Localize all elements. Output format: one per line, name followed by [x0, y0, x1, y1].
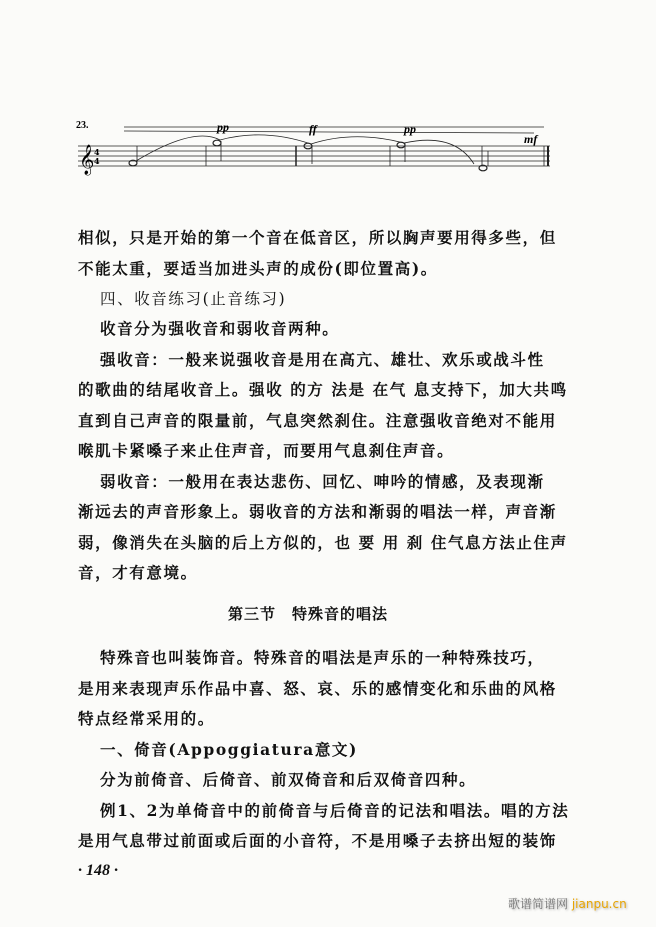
svg-text:𝄞: 𝄞: [79, 145, 95, 175]
section-heading: 第三节 特殊音的唱法: [228, 605, 389, 623]
watermark-en: jianpu.cn: [571, 897, 627, 911]
watermark: [508, 895, 627, 912]
paragraph-line: 是用气息带过前面或后面的小音符，不是用嗓子去挤出短的装饰: [78, 831, 557, 850]
paragraph-line: 不能太重，要适当加进头声的成份(即位置高)。: [78, 259, 438, 278]
page-number: · 148 ·: [78, 862, 118, 879]
paragraph-line: 的歌曲的结尾收音上。强收 的方 法是 在气 息支持下，加大共鸣: [78, 380, 568, 399]
paragraph-line: 相似，只是开始的第一个音在低音区，所以胸声要用得多些，但: [78, 228, 557, 247]
paragraph-line: 弱收音：一般用在表达悲伤、回忆、呻吟的情感，及表现渐: [100, 472, 545, 491]
paragraph-line: 例1、2为单倚音中的前倚音与后倚音的记法和唱法。唱的方法: [100, 801, 570, 820]
svg-text:ff: ff: [309, 122, 317, 136]
watermark-cn: 歌谱简谱网: [508, 897, 572, 911]
svg-text:mf: mf: [524, 132, 538, 146]
svg-text:23.: 23.: [76, 120, 89, 131]
paragraph-line: 弱，像消失在头脑的后上方似的，也 要 用 刹 住气息方法止住声: [78, 533, 568, 552]
music-score-example-23: [74, 116, 554, 186]
paragraph-line: 是用来表现声乐作品中喜、怒、哀、乐的感情变化和乐曲的风格: [78, 679, 557, 698]
subheading-appoggiatura: 一、倚音(Appoggiatura意文): [100, 740, 358, 759]
svg-text:pp: pp: [217, 120, 229, 134]
svg-text:4: 4: [94, 156, 100, 166]
paragraph-line: 音，才有意境。: [78, 563, 198, 582]
paragraph-line: 直到自己声音的限量前，气息突然刹住。注意强收音绝对不能用: [78, 411, 557, 430]
subheading-ending-practice: 四、收音练习(止音练习): [100, 290, 287, 308]
paragraph-line: 渐远去的声音形象上。弱收音的方法和渐弱的唱法一样，声音渐: [78, 502, 557, 521]
paragraph-line: 喉肌卡紧嗓子来止住声音，而要用气息刹住声音。: [78, 441, 455, 460]
paragraph-line: 收音分为强收音和弱收音两种。: [100, 319, 340, 338]
svg-text:4: 4: [94, 147, 100, 157]
paragraph-line: 强收音：一般来说强收音是用在高亢、雄壮、欢乐或战斗性: [100, 350, 545, 369]
paragraph-line: 特殊音也叫装饰音。特殊音的唱法是声乐的一种特殊技巧，: [100, 648, 545, 667]
svg-text:pp: pp: [404, 122, 416, 136]
paragraph-line: 特点经常采用的。: [78, 709, 215, 728]
paragraph-line: 分为前倚音、后倚音、前双倚音和后双倚音四种。: [100, 770, 477, 789]
